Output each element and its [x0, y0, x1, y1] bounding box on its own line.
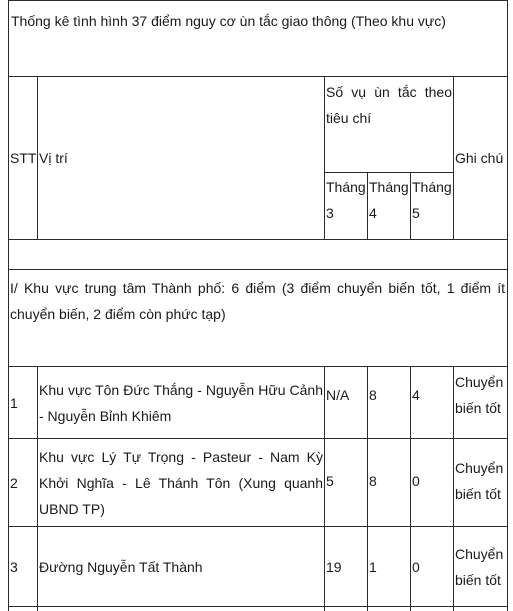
table-title: Thống kê tình hình 37 điểm nguy cơ ùn tắc giao thông (Theo khu vực) — [11, 13, 446, 29]
table-row-2-location: Khu vực Lý Tự Trọng - Pasteur - Nam Kỳ Khởi Nghĩa - Lê Thánh Tôn (Xung quanh UBND TP) — [39, 449, 323, 517]
table-row-3-month-5: 0 — [412, 558, 420, 575]
header-month-4: Tháng 4 — [369, 179, 409, 221]
table-row-2-stt: 2 — [10, 474, 18, 491]
table-row-1-month-4: 8 — [369, 387, 377, 403]
table-row-1-location — [39, 367, 323, 438]
table-row-1-location-text: Khu vực Tôn Đức Thắng - Nguyễn Hữu Cảnh - Nguyễn Bỉnh Khiêm — [39, 381, 323, 424]
table-row-3-location: Đường Nguyễn Tất Thành — [39, 558, 203, 575]
header-stt: STT — [10, 150, 37, 166]
table-row-2-month-4: 8 — [369, 473, 377, 489]
table-row-1-note: Chuyển biến tốt — [455, 374, 504, 416]
table-row-3-month-3: 19 — [326, 558, 342, 575]
table-row-1-stt: 1 — [10, 394, 18, 411]
table-row-2-month-5: 0 — [412, 473, 420, 489]
header-location: Vị trí — [39, 150, 68, 166]
header-month-5: Tháng 5 — [412, 179, 452, 221]
header-month-3: Tháng 3 — [326, 179, 366, 221]
table-row-3-stt: 3 — [10, 558, 18, 575]
header-note: Ghi chú — [455, 150, 504, 166]
header-cases: Số vụ ùn tắc theo tiêu chí — [326, 84, 452, 126]
table-row-2-note: Chuyển biến tốt — [455, 460, 504, 502]
table-row-1-month-3: N/A — [326, 387, 350, 403]
section-heading: I/ Khu vực trung tâm Thành phố: 6 điểm (3 điểm chuyển biến tốt, 1 điểm ít chuyển biến, 2 điểm còn phức tạp) — [10, 280, 505, 322]
table-row-1-month-5: 4 — [412, 387, 420, 403]
table-row-3-note: Chuyển biến tốt — [455, 545, 504, 588]
table-row-2-month-3: 5 — [326, 473, 334, 489]
table-row-3-month-4: 1 — [369, 558, 377, 575]
